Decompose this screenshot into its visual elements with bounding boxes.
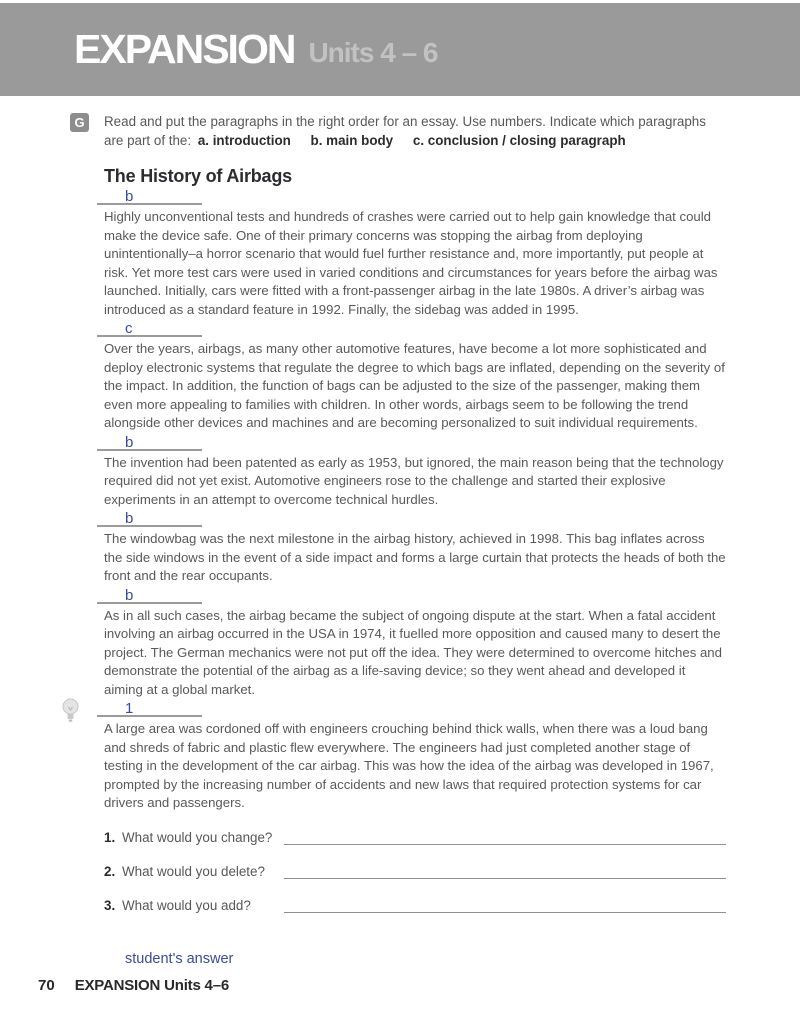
question-number-1: 1. <box>104 829 116 845</box>
article-content <box>104 165 726 968</box>
article-title: The History of Airbags <box>104 166 292 186</box>
paragraph-order-blank-5[interactable]: b <box>97 588 202 604</box>
paragraph-text-3: The invention had been patented as early as 1953, but ignored, the main reason being that the technology required did not yet exist. Automotive engineers rose to the challenge and started their explosive experiments in an attempt to overcome technical hurdles. <box>104 454 724 507</box>
question-label-3: What would you add? <box>122 897 251 913</box>
question-row-3 <box>104 894 726 913</box>
exercise-instructions <box>104 112 726 150</box>
exercise-letter-badge: G <box>70 113 89 132</box>
paragraph-text-1: Highly unconventional tests and hundreds of crashes were carried out to help gain knowledge that could make the device safe. One of their primary concerns was stopping the airbag from deploying unintentionally–a horror scenario that would fuel further resistance and, more importantly, put people at risk. Yet more test cars were used in varied conditions and circumstances for years before the airbag was launched. Initially, cars were fitted with a front-passenger airbag in the late 1980s. A driver’s airbag was introduced as a standard feature in 1992. Finally, the sidebag was added in 1995. <box>104 209 718 317</box>
paragraph-text-6: A large area was cordoned off with engineers crouching behind thick walls, when there was a loud bang and shreds of fabric and plastic flew everywhere. The engineers had just completed another stage of testing in the development of the car airbag. This was how the idea of the airbag was developed in 1967, prompted by the increasing number of accidents and new laws that required protection systems for car drivers and passengers. <box>104 721 714 810</box>
paragraph-text-4: The windowbag was the next milestone in the airbag history, achieved in 1998. This bag inflates across the side windows in the event of a side impact and forms a large curtain that protects the heads of both the front and the rear occupants. <box>104 531 726 583</box>
question-label-2: What would you delete? <box>122 863 265 879</box>
lightbulb-icon <box>62 698 79 726</box>
paragraph-text-2: Over the years, airbags, as many other automotive features, have become a lot more sophisticated and deploy electronic systems that regulate the degree to which bags are inflated, depending on the severity of the impact. In addition, the function of bags can be adjusted to the size of the passenger, making them even more appealing to families with children. In other words, airbags seem to be following the trend alongside other devices and machines and are becoming personalized to suit individual requirements. <box>104 341 725 430</box>
question-row-1 <box>104 826 726 845</box>
paragraph-order-blank-2[interactable]: c <box>97 321 202 337</box>
question-row-2 <box>104 860 726 879</box>
question-answer-line-3[interactable] <box>284 896 726 913</box>
question-number-3: 3. <box>104 897 116 913</box>
page-banner <box>0 3 800 96</box>
option-a-introduction: a. introduction <box>197 133 291 148</box>
instructions-text: Read and put the paragraphs in the right order for an essay. Use numbers. Indicate which paragraphs are part of the: <box>104 114 706 148</box>
paragraph-text-5: As in all such cases, the airbag became the subject of ongoing dispute at the start. When a fatal accident involving an airbag occurred in the USA in 1974, it fuelled more opposition and caused many to desert the project. The German mechanics were not put off the idea. They were determined to overcome hitches and demonstrate the potential of the airbag as a life-saving device; so they went ahead and developed it aiming at a global market. <box>104 607 722 697</box>
banner-title: EXPANSION <box>74 26 295 72</box>
hint-paragraph-row <box>104 701 726 813</box>
follow-up-questions <box>104 826 726 913</box>
page-number: 70 <box>38 977 55 994</box>
paragraph-order-blank-3[interactable]: b <box>97 435 202 451</box>
option-b-main-body: b. main body <box>310 133 394 148</box>
question-number-2: 2. <box>104 863 116 879</box>
question-answer-line-2[interactable] <box>284 862 726 879</box>
footer-label: EXPANSION Units 4–6 <box>74 977 229 994</box>
exercise-header <box>70 112 730 150</box>
question-label-1: What would you change? <box>122 829 273 845</box>
student-answer-link[interactable]: student's answer <box>125 950 234 967</box>
banner-subtitle: Units 4 – 6 <box>308 36 438 68</box>
paragraph-order-blank-1[interactable]: b <box>97 189 202 205</box>
page-footer <box>38 977 229 994</box>
paragraph-order-blank-6[interactable]: 1 <box>97 701 202 717</box>
paragraph-order-blank-4[interactable]: b <box>97 511 202 527</box>
question-answer-line-1[interactable] <box>284 828 726 845</box>
option-c-conclusion: c. conclusion / closing paragraph <box>412 133 626 148</box>
